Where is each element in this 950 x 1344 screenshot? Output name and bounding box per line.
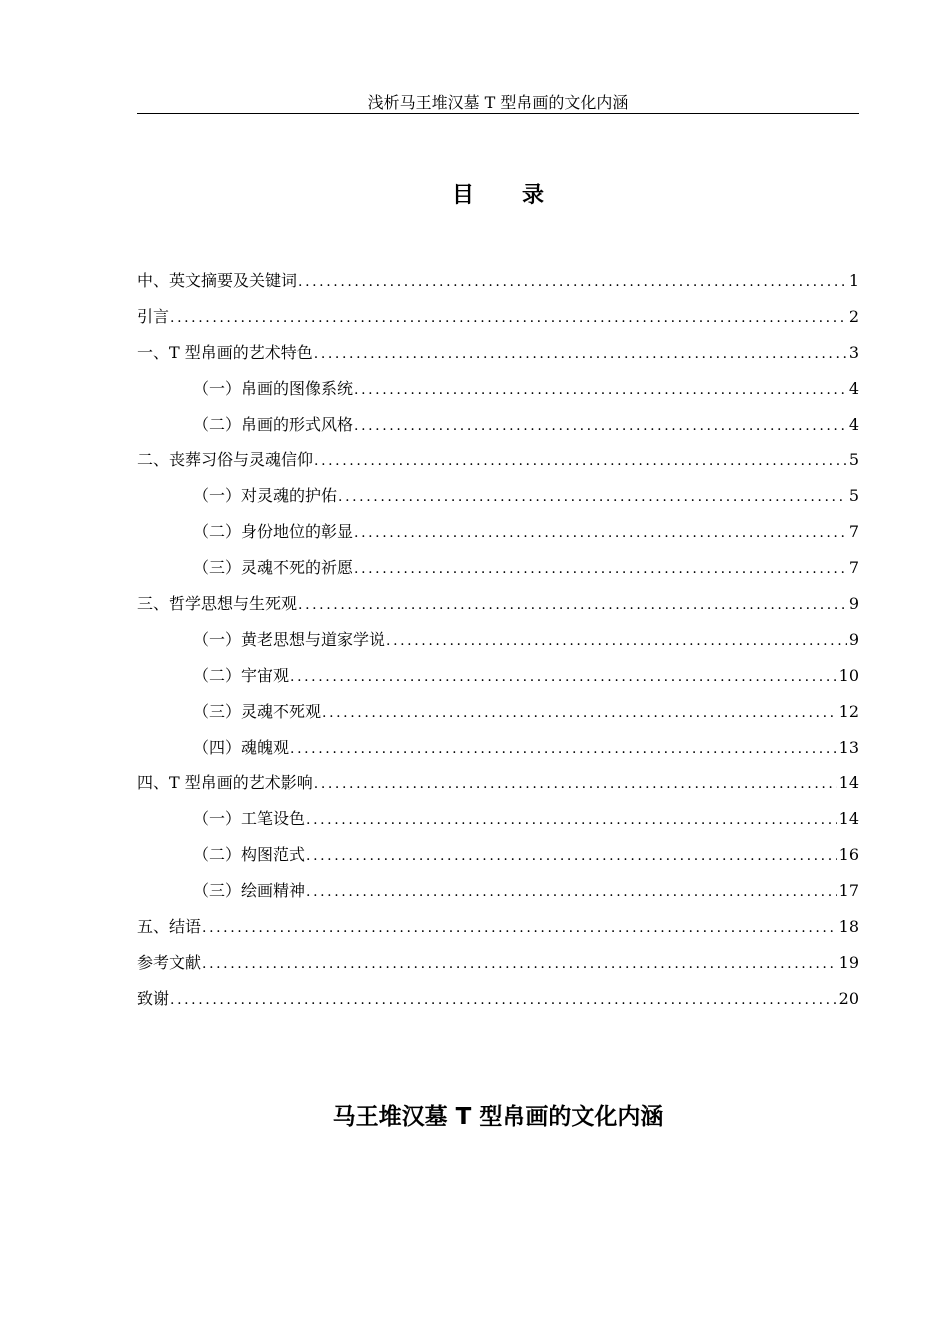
toc-entry-label: （三）灵魂不死的祈愿	[193, 558, 354, 578]
toc-entry-page: 19	[838, 952, 859, 972]
toc-entry-label: 致谢	[137, 988, 170, 1008]
toc-entry-page: 5	[848, 486, 859, 506]
toc-entry[interactable]	[137, 266, 859, 302]
toc-entry[interactable]	[137, 553, 859, 589]
toc-entry-label: 三、哲学思想与生死观	[137, 594, 298, 614]
toc-leader-dots	[306, 841, 837, 871]
toc-entry-label: （四）魂魄观	[193, 737, 290, 757]
toc-leader-dots	[322, 698, 837, 728]
toc-title	[137, 180, 859, 212]
toc-entry-page: 7	[848, 558, 859, 578]
toc-entry[interactable]	[137, 661, 859, 697]
toc-entry-page: 18	[838, 917, 859, 937]
toc-leader-dots	[290, 662, 837, 692]
toc-entry-label: （二）宇宙观	[193, 665, 290, 685]
toc-entry-page: 12	[838, 701, 859, 721]
toc-leader-dots	[354, 375, 847, 405]
toc-title-char: 目	[451, 183, 474, 208]
toc-leader-dots	[306, 805, 837, 835]
toc-leader-dots	[314, 339, 847, 369]
toc-entry-label: （一）对灵魂的护佑	[193, 486, 338, 506]
toc-entry-label: （一）黄老思想与道家学说	[193, 629, 386, 649]
toc-entry-label: （二）构图范式	[193, 845, 306, 865]
toc-entry-label: 参考文献	[137, 952, 202, 972]
toc-entry-page: 14	[838, 773, 859, 793]
toc-entry-page: 1	[848, 271, 859, 290]
toc-entry-label: 中、英文摘要及关键词	[137, 271, 298, 290]
toc-entry[interactable]	[137, 876, 859, 912]
toc-entry-page: 2	[848, 306, 859, 326]
toc-entry[interactable]	[137, 410, 859, 446]
toc-leader-dots	[354, 518, 847, 548]
toc-entry-label: 一、T 型帛画的艺术特色	[137, 342, 313, 362]
toc-entry[interactable]	[137, 733, 859, 769]
toc-entry-page: 14	[838, 809, 859, 829]
toc-entry[interactable]	[137, 984, 859, 1020]
toc-entry-label: （二）帛画的形式风格	[193, 414, 354, 434]
toc-entry-page: 13	[838, 737, 859, 757]
toc-leader-dots	[306, 877, 837, 907]
toc-entry[interactable]	[137, 840, 859, 876]
toc-entry-label: 五、结语	[137, 917, 202, 937]
toc-leader-dots	[386, 626, 847, 656]
toc-entry-page: 3	[848, 342, 859, 362]
header-rule	[137, 113, 859, 114]
table-of-contents	[137, 266, 859, 1020]
toc-leader-dots	[202, 913, 837, 943]
toc-entry-page: 4	[848, 378, 859, 398]
toc-entry-label: （一）工笔设色	[193, 809, 306, 829]
toc-entry[interactable]	[137, 804, 859, 840]
toc-leader-dots	[170, 303, 847, 333]
toc-entry-label: 二、丧葬习俗与灵魂信仰	[137, 450, 314, 470]
toc-leader-dots	[314, 446, 847, 476]
toc-entry[interactable]	[137, 697, 859, 733]
toc-entry[interactable]	[137, 445, 859, 481]
toc-entry-page: 9	[848, 629, 859, 649]
toc-entry[interactable]	[137, 625, 859, 661]
toc-leader-dots	[354, 554, 847, 584]
toc-entry-page: 16	[838, 845, 859, 865]
toc-entry-label: 引言	[137, 306, 170, 326]
toc-entry-page: 17	[838, 881, 859, 901]
toc-entry-label: 四、T 型帛画的艺术影响	[137, 773, 313, 793]
toc-leader-dots	[354, 411, 847, 441]
toc-leader-dots	[298, 590, 847, 620]
toc-leader-dots	[298, 267, 847, 297]
toc-entry[interactable]	[137, 481, 859, 517]
running-header: 浅析马王堆汉墓 T 型帛画的文化内涵	[367, 93, 629, 112]
toc-entry[interactable]	[137, 338, 859, 374]
toc-entry-page: 7	[848, 522, 859, 542]
toc-leader-dots	[338, 482, 847, 512]
document-title: 马王堆汉墓 T 型帛画的文化内涵	[332, 1104, 664, 1130]
toc-entry[interactable]	[137, 948, 859, 984]
toc-entry[interactable]	[137, 768, 859, 804]
toc-entry[interactable]	[137, 302, 859, 338]
toc-entry-label: （一）帛画的图像系统	[193, 378, 354, 398]
toc-entry-label: （三）绘画精神	[193, 881, 306, 901]
toc-title-char: 录	[522, 183, 545, 208]
toc-leader-dots	[202, 949, 837, 979]
toc-entry-label: （三）灵魂不死观	[193, 701, 322, 721]
toc-entry[interactable]	[137, 589, 859, 625]
toc-entry-page: 20	[838, 988, 859, 1008]
toc-entry-page: 9	[848, 594, 859, 614]
toc-leader-dots	[314, 769, 837, 799]
toc-entry[interactable]	[137, 374, 859, 410]
toc-entry-page: 10	[838, 665, 859, 685]
toc-leader-dots	[290, 734, 837, 764]
toc-entry-page: 5	[848, 450, 859, 470]
toc-leader-dots	[170, 985, 837, 1015]
toc-entry-label: （二）身份地位的彰显	[193, 522, 354, 542]
toc-entry[interactable]	[137, 912, 859, 948]
toc-entry-page: 4	[848, 414, 859, 434]
toc-entry[interactable]	[137, 517, 859, 553]
